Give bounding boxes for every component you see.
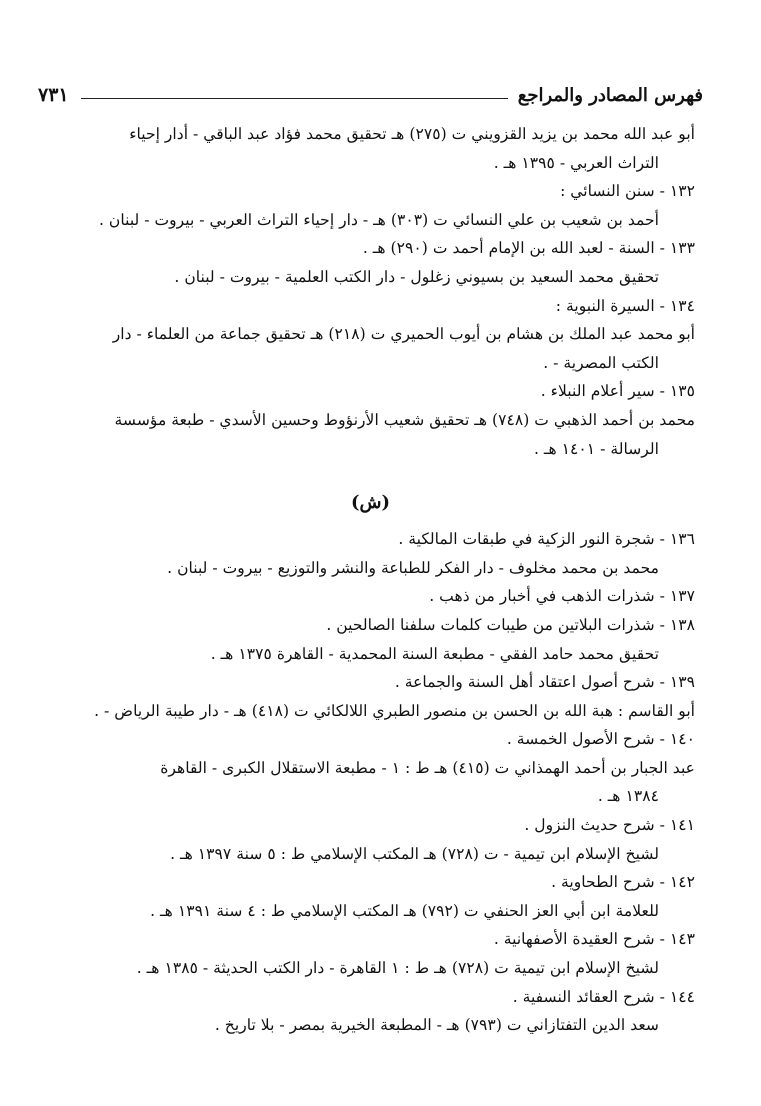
entry-heading-line: ١٤٤ - شرح العقائد النسفية . bbox=[512, 987, 695, 1006]
entry-heading-line: ١٤٣ - شرح العقيدة الأصفهانية . bbox=[493, 930, 695, 949]
running-title: فهرس المصادر والمراجع bbox=[517, 84, 703, 106]
entry-detail-line: للعلامة ابن أبي العز الحنفي ت (٧٩٢) هـ المكتب الإسلامي ط : ٤ سنة ١٣٩١ هـ . bbox=[150, 901, 659, 920]
entry-wrap-line: ١٣٨٤ هـ . bbox=[597, 787, 659, 806]
entry-heading-line: ١٣٨ - شذرات البلاتين من طيبات كلمات سلفنا الصالحين . bbox=[326, 615, 695, 634]
entry-detail-line: تحقيق محمد السعيد بن بسيوني زغلول - دار الكتب العلمية - بيروت - لبنان . bbox=[174, 267, 659, 286]
entry-heading-line: ١٤١ - شرح حديث النزول . bbox=[524, 816, 695, 835]
bibliography-list bbox=[46, 120, 695, 1040]
entry-heading-line: ١٣٩ - شرح أصول اعتقاد أهل السنة والجماعة . bbox=[394, 673, 695, 692]
entry-detail-line: أبو القاسم : هبة الله بن الحسن بن منصور الطبري اللالكائي ت (٤١٨) هـ - دار طيبة الرياض - . bbox=[94, 701, 695, 720]
entry-heading-line: ١٣٢ - سنن النسائي : bbox=[560, 182, 695, 201]
entry-detail-line: لشيخ الإسلام ابن تيمية - ت (٧٢٨) هـ المكتب الإسلامي ط : ٥ سنة ١٣٩٧ هـ . bbox=[170, 844, 659, 863]
entry-detail-line: محمد بن أحمد الذهبي ت (٧٤٨) هـ تحقيق شعيب الأرنؤوط وحسين الأسدي - طبعة مؤسسة bbox=[114, 410, 695, 429]
entry-heading-line: ١٣٣ - السنة - لعبد الله بن الإمام أحمد ت (٢٩٠) هـ . bbox=[362, 239, 695, 258]
entry-detail-line: سعد الدين التفتازاني ت (٧٩٣) هـ - المطبعة الخيرية بمصر - بلا تاريخ . bbox=[214, 1016, 659, 1035]
page-number: ٧٣١ bbox=[38, 84, 69, 106]
header-rule bbox=[81, 98, 508, 99]
entry-detail-line: تحقيق محمد حامد الفقي - مطبعة السنة المحمدية - القاهرة ١٣٧٥ هـ . bbox=[210, 644, 659, 663]
running-header bbox=[38, 78, 703, 112]
section-letter-heading: (ش) bbox=[350, 492, 390, 514]
entry-wrap-line: الرسالة - ١٤٠١ هـ . bbox=[534, 439, 659, 458]
entry-detail-line: أبو عبد الله محمد بن يزيد القزويني ت (٢٧٥) هـ تحقيق محمد فؤاد عبد الباقي - أدار إحياء bbox=[129, 125, 695, 143]
entry-detail-line: أحمد بن شعيب بن علي النسائي ت (٣٠٣) هـ - دار إحياء التراث العربي - بيروت - لبنان . bbox=[99, 210, 659, 229]
entry-wrap-line: التراث العربي - ١٣٩٥ هـ . bbox=[493, 153, 659, 172]
entry-detail-line: أبو محمد عبد الملك بن هشام بن أيوب الحميري ت (٢١٨) هـ تحقيق جماعة من العلماء - دار bbox=[112, 325, 695, 344]
entry-detail-line: عبد الجبار بن أحمد الهمذاني ت (٤١٥) هـ ط : ١ - مطبعة الاستقلال الكبرى - القاهرة bbox=[160, 758, 695, 777]
entry-detail-line: محمد بن محمد مخلوف - دار الفكر للطباعة والنشر والتوزيع - بيروت - لبنان . bbox=[167, 558, 659, 577]
entry-heading-line: ١٣٤ - السيرة النبوية : bbox=[555, 296, 695, 315]
entry-wrap-line: الكتب المصرية - . bbox=[543, 353, 659, 372]
entry-heading-line: ١٣٧ - شذرات الذهب في أخبار من ذهب . bbox=[429, 587, 695, 606]
entry-heading-line: ١٣٥ - سير أعلام النبلاء . bbox=[540, 382, 695, 401]
entry-detail-line: لشيخ الإسلام ابن تيمية ت (٧٢٨) هـ ط : ١ القاهرة - دار الكتب الحديثة - ١٣٨٥ هـ . bbox=[136, 959, 659, 978]
entry-heading-line: ١٤٠ - شرح الأصول الخمسة . bbox=[506, 730, 695, 749]
entry-heading-line: ١٤٢ - شرح الطحاوية . bbox=[551, 873, 695, 892]
entry-heading-line: ١٣٦ - شجرة النور الزكية في طبقات المالكية . bbox=[398, 530, 695, 549]
